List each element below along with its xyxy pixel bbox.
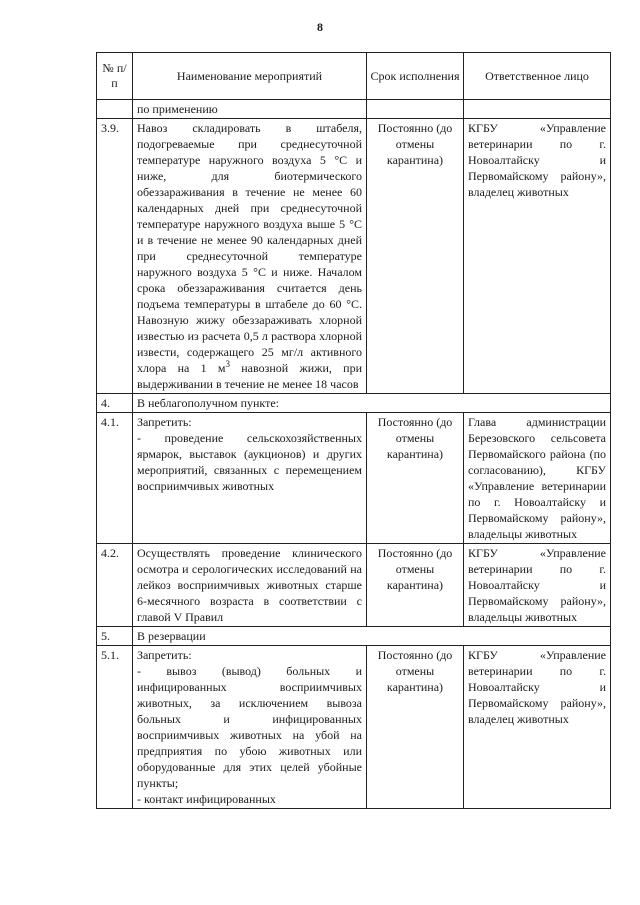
section-title: В резервации <box>133 627 611 646</box>
row-measure: Осуществлять проведение клинического осмотра и серологических исследований на лейкоз восприимчивых животных старше 6-месячного возраста в соответствии с главой V Правил <box>133 544 367 627</box>
row-responsible: КГБУ «Управление ветеринарии по г. Новоалтайску и Первомайскому району», владелец животных <box>464 119 611 394</box>
table-row <box>97 413 611 544</box>
section-row <box>97 627 611 646</box>
row-number: 4.1. <box>97 413 133 544</box>
row-lead: Запретить: <box>137 648 192 662</box>
continuation-row <box>97 100 611 119</box>
row-responsible: Глава администрации Березовского сельсовета Первомайского района (по согласованию), КГБУ «Управление ветеринарии по г. Новоалтайску и Первомайскому району», владельцы животных <box>464 413 611 544</box>
measures-table <box>96 52 611 809</box>
table-row <box>97 646 611 809</box>
row-term: Постоянно (до отмены карантина) <box>367 413 464 544</box>
row-number: 3.9. <box>97 119 133 394</box>
row-measure: Запретить: - вывоз (вывод) больных и инфицированных восприимчивых животных, за исключением вывоза больных и инфицированных восприимчивых животных на убой на предприятия по убою животных или оборудованные для этих целей убойные пункты; - контакт инфицированных <box>133 646 367 809</box>
row-term: Постоянно (до отмены карантина) <box>367 119 464 394</box>
section-title: В неблагополучном пункте: <box>133 394 611 413</box>
row-number: 4.2. <box>97 544 133 627</box>
continuation-text: по применению <box>133 100 367 119</box>
row-responsible: КГБУ «Управление ветеринарии по г. Новоалтайску и Первомайскому району», владелец животных <box>464 646 611 809</box>
section-number: 4. <box>97 394 133 413</box>
header-num: № п/п <box>97 53 133 100</box>
row-responsible: КГБУ «Управление ветеринарии по г. Новоалтайску и Первомайскому району», владельцы животных <box>464 544 611 627</box>
table-row <box>97 544 611 627</box>
row-term: Постоянно (до отмены карантина) <box>367 646 464 809</box>
page-number: 8 <box>317 20 323 34</box>
header-term: Срок исполнения <box>367 53 464 100</box>
row-measure: Навоз складировать в штабеля, подогреваемые при среднесуточной температуре наружного воздуха 5 °С и ниже, для биотермического обеззараживания в течение не менее 60 календарных дней при среднесуточной температуре наружного воздуха выше 5 °С и в течение не менее 90 календарных дней при среднесуточной температуре наружного воздуха 5 °С и ниже. Началом срока обеззараживания считается день подъема температуры в штабеле до 60 °С. Навозную жижу обеззараживать хлорной известью из расчета 0,5 л раствора хлорной извести, содержащего 25 мг/л активного хлора на 1 $м^3$ навозной жижи, при выдерживании в течение не менее 18 часов <box>133 119 367 394</box>
section-row <box>97 394 611 413</box>
row-lead: Запретить: <box>137 415 192 429</box>
table-header-row <box>97 53 611 100</box>
header-name: Наименование мероприятий <box>133 53 367 100</box>
section-number: 5. <box>97 627 133 646</box>
row-term: Постоянно (до отмены карантина) <box>367 544 464 627</box>
header-responsible: Ответственное лицо <box>464 53 611 100</box>
row-number: 5.1. <box>97 646 133 809</box>
table-row <box>97 119 611 394</box>
row-measure: Запретить: - проведение сельскохозяйственных ярмарок, выставок (аукционов) и других мероприятий, связанных с перемещением восприимчивых животных <box>133 413 367 544</box>
